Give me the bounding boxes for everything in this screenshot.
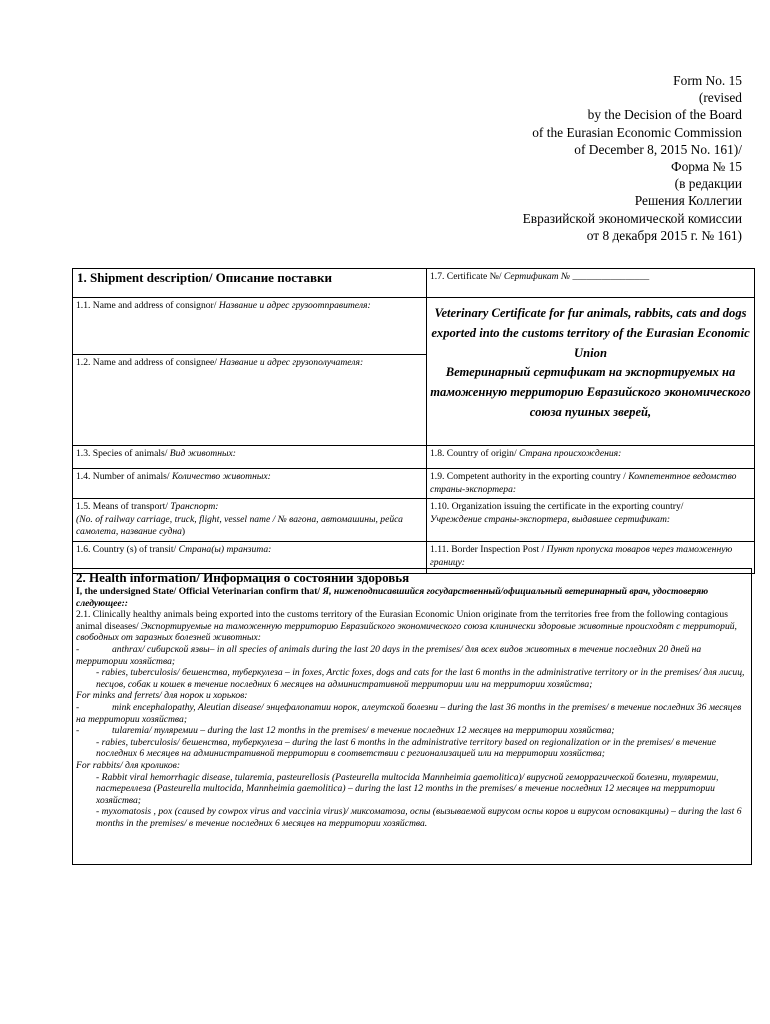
transport-label: 1.5. Means of transport/ — [76, 501, 168, 513]
rabbits-heading: For rabbits/ для кроликов: — [76, 759, 181, 771]
org-label-ru: Учреждение страны-экспортера, выдавшее сертификат: — [430, 513, 671, 525]
transport-note-close: ) — [181, 526, 186, 538]
mink-dash: - — [76, 701, 80, 713]
header-line: of December 8, 2015 No. 161)/ — [574, 141, 742, 157]
header-line: (revised — [698, 90, 742, 106]
certificate-title-cell — [427, 298, 755, 446]
species-field[interactable] — [73, 446, 427, 469]
consignee-label-ru: Название и адрес грузополучателя: — [219, 357, 364, 368]
cert-no-label-ru: Сертификат № ________________ — [503, 271, 650, 282]
tularemia-dash: - — [76, 725, 80, 737]
consignor-field[interactable] — [73, 298, 427, 355]
p21-en: 2.1. Clinically healthy animals being exported into the customs territory of the Eurasian Economic Union originate from the territories free from the following contagious animal diseases/ — [76, 609, 728, 632]
anthrax-text: anthrax/ сибирской язвы– in all species of animals during the last 20 days in the premises/ для всех видов животных в течение последних 20 дней на территории хозяйства; — [76, 643, 702, 667]
number-label: 1.4. Number of animals/ — [76, 471, 170, 482]
certificate-title — [430, 300, 751, 436]
authority-field[interactable] — [427, 469, 755, 499]
header-line: Форма № 15 — [671, 159, 742, 175]
transport-note: (No. of railway carriage, truck, flight, vessel name / — [76, 513, 276, 525]
anthrax-item — [76, 644, 748, 667]
undersigned-statement — [76, 586, 748, 609]
section2-title: 2. Health information/ Информация о состоянии здоровья — [76, 570, 410, 585]
origin-field[interactable] — [427, 446, 755, 469]
transit-label-ru: Страна(ы) транзита: — [178, 543, 272, 555]
tularemia-text: tularemia/ туляремии – during the last 12 months in the premises/ в течение последних 12 месяцев на территории хозяйства; — [112, 725, 615, 737]
authority-label-ru: Компетентное ведомство страны-экспортера: — [430, 471, 737, 495]
cert-no-label: 1.7. Certificate №/ — [430, 271, 502, 282]
org-label: 1.10. Organization issuing the certificate in the exporting country/ — [430, 501, 684, 513]
p21-ru: Экспортируемые на таможенную территорию Евразийского экономического союза клинически здоровые животные происходят с территорий, свободных от заразных болезней животных: — [76, 620, 737, 644]
number-label-ru: Количество животных: — [171, 471, 271, 482]
origin-label: 1.8. Country of origin/ — [430, 448, 517, 459]
header-line: (в редакции — [674, 176, 742, 192]
header-line: Евразийской экономической комиссии — [522, 210, 742, 226]
header-line: of the Eurasian Economic Commission — [532, 124, 742, 140]
consignee-label: 1.2. Name and address of consignee/ — [76, 357, 217, 368]
issuing-org-field[interactable] — [427, 499, 755, 542]
transit-label: 1.6. Country (s) of transit/ — [76, 543, 177, 555]
shipment-description-table — [72, 268, 755, 574]
rabies-item-2: - rabies, tuberculosis/ бешенства, туберкулеза – during the last 6 months in the administrative territory based on regionalization or in the premises/ в течение последних 6 месяцев на административной территории в соответствии с регионализацией или на территории хозяйства; — [96, 736, 717, 760]
border-label-ru: Пункт пропуска товаров через таможенную границу: — [430, 543, 733, 568]
certificate-number-field[interactable] — [427, 269, 755, 298]
header-line: от 8 декабря 2015 г. № 161) — [586, 227, 742, 243]
minks-heading: For minks and ferrets/ для норок и хорьков: — [76, 690, 248, 702]
transport-label-ru: Транспорт: — [170, 501, 219, 513]
certificate-title-ru: Ветеринарный сертификат на экспортируемых на таможенную территорию Евразийского экономического союза пушных зверей, — [430, 365, 751, 419]
number-field[interactable] — [73, 469, 427, 499]
authority-label: 1.9. Competent authority in the exporting country / — [430, 471, 626, 482]
rabies-item-1: - rabies, tuberculosis/ бешенства, туберкулеза – in foxes, Arctic foxes, dogs and cats for the last 6 months in the administrative territory or in the premises/ для лисиц, песцов, собак и кошек в течение последних 6 месяцев на административной территории или на территории хозяйства; — [96, 667, 745, 690]
form-header — [342, 72, 742, 244]
border-label: 1.11. Border Inspection Post / — [430, 543, 545, 555]
tularemia-item — [76, 725, 748, 737]
species-label: 1.3. Species of animals/ — [76, 448, 168, 459]
header-line: Form No. 15 — [673, 73, 742, 88]
section1-title: 1. Shipment description/ Описание поставки — [73, 269, 427, 298]
header-line: by the Decision of the Board — [587, 107, 742, 123]
transport-field[interactable] — [73, 499, 427, 542]
mink-text: mink encephalopathy, Aleutian disease/ энцефалопатии норок, алеутской болезни – during the last 36 months in the premises/ в течение последних 36 месяцев на территории хозяйства; — [76, 701, 742, 725]
consignee-field[interactable] — [73, 355, 427, 446]
species-label-ru: Вид животных: — [169, 448, 236, 459]
origin-label-ru: Страна происхождения: — [519, 448, 622, 459]
certificate-title-en: Veterinary Certificate for fur animals, rabbits, cats and dogs exported into the customs territory of the Eurasian Economic Union — [431, 306, 750, 360]
header-line: Решения Коллегии — [634, 193, 742, 209]
undersigned-en: I, the undersigned State/ Official Veterinarian confirm that/ — [76, 586, 321, 597]
anthrax-dash: - — [76, 643, 80, 655]
mink-item — [76, 702, 748, 725]
rabbit-item-2: - myxomatosis , pox (caused by cowpox virus and vaccinia virus)/ миксоматоза, оспы (вызываемой вирусом оспы коров и вирусом осповакцины) – during the last 6 months in the premises/ в течение последних 6 месяцев на территории хозяйства. — [96, 806, 742, 829]
undersigned-ru: Я, нижеподписавшийся государственный/официальный ветеринарный врач, удостоверяю следующее:: — [76, 586, 709, 609]
consignor-label-ru: Название и адрес грузоотправителя: — [218, 300, 371, 311]
rabbit-item-1: - Rabbit viral hemorrhagic disease, tularemia, pasteurellosis (Pasteurella multocida Mannheimia gaemolitica)/ вирусной геморрагической болезни, туляремии, пастереллеза (Pasteurella multocida, Mannheimia gaemolitica) – during the last 12 months in the premises/ в течение последних 12 месяцев на территории хозяйства; — [96, 771, 719, 806]
transport-note-ru: № вагона, автомашины, рейса самолета, название судна — [76, 513, 403, 538]
consignor-label: 1.1. Name and address of consignor/ — [76, 300, 217, 311]
health-information-section — [72, 568, 752, 865]
paragraph-2-1 — [76, 609, 748, 644]
